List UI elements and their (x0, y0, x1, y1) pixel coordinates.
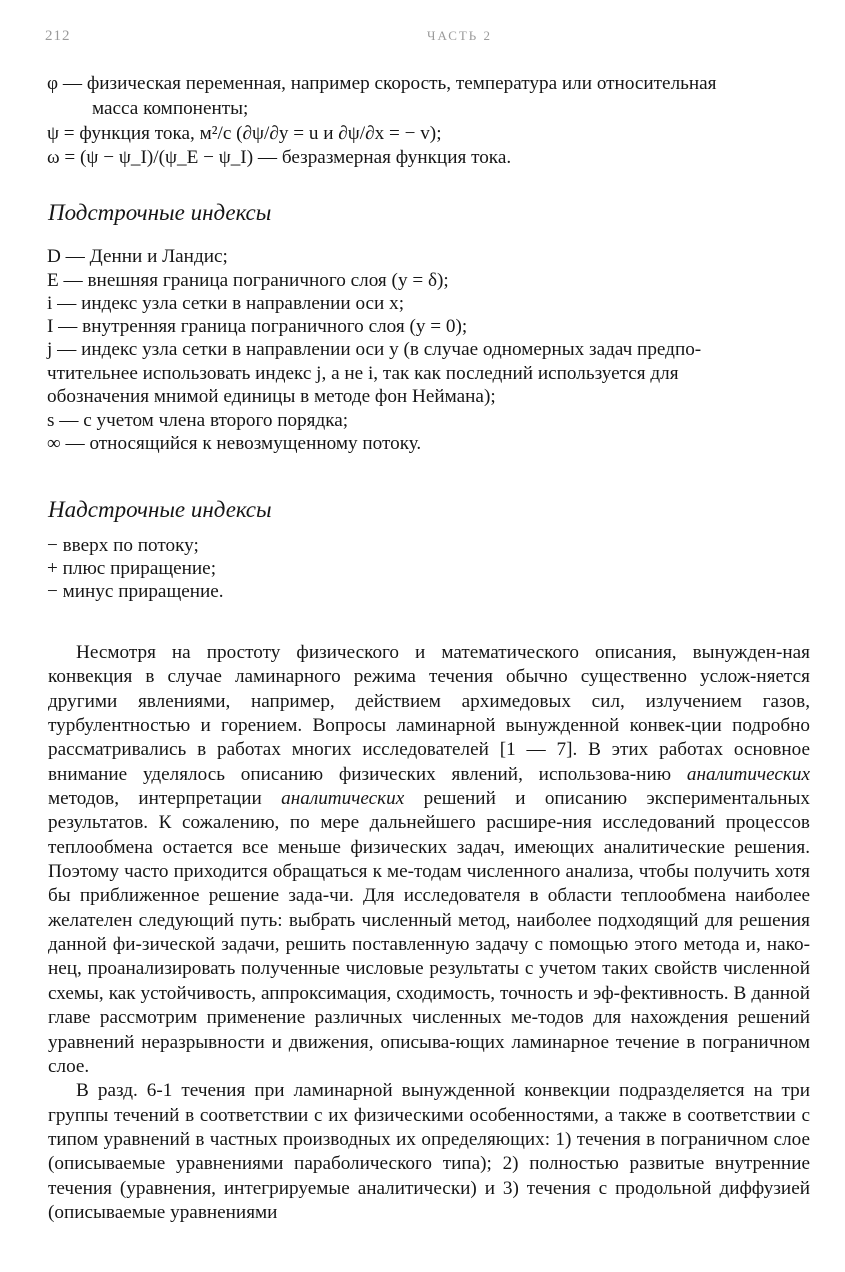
subscript-item: чтительнее использовать индекс j, а не i, так как последний используется для (47, 363, 679, 384)
page-header (45, 28, 805, 50)
superscripts-heading: Надстрочные индексы (48, 497, 272, 522)
subscript-item: E — внешняя граница пограничного слоя (y = δ); (47, 270, 449, 291)
subscript-item: s — с учетом члена второго порядка; (47, 410, 349, 431)
emphasis-text: аналитических (686, 763, 810, 785)
superscript-item: − вверх по потоку; (47, 535, 199, 556)
nomenclature-omega: ω = (ψ − ψ_I)/(ψ_E − ψ_I) — безразмерная функция тока. (47, 147, 512, 168)
page-number: 212 (45, 28, 71, 44)
subscript-item: I — внутренняя граница пограничного слоя (y = 0); (47, 316, 468, 337)
superscript-item: + плюс приращение; (47, 558, 217, 579)
paragraph-text: решений и описанию экспериментальных результатов. К сожалению, по мере дальнейшего расшире-ния исследований процессов теплообмена остается все меньше физических задач, имеющих аналитические решения. Поэтому часто приходится обращаться к ме-тодам численного анализа, чтобы получить хотя бы приближенное решение зада-чи. Для исследователя в области теплообмена наиболее желателен следующий путь: выбрать численный метод, наиболее подходящий для решения данной фи-зической задачи, решить поставленную задачу с помощью этого метода и, нако-нец, проанализировать полученные числовые результаты с учетом таких свойств численной схемы, как устойчивость, аппроксимация, сходимость, точность и эф-фективность. В данной главе рассмотрим применение различных численных ме-тодов для нахождения решений уравнений неразрывности и движения, описыва-ющих ламинарное течение в пограничном слое. (48, 788, 810, 1077)
subscript-item: i — индекс узла сетки в направлении оси x; (47, 293, 405, 314)
nomenclature-phi: φ — физическая переменная, например скорость, температура или относительная (47, 73, 717, 94)
running-head: ЧАСТЬ 2 (427, 28, 493, 43)
subscript-item: обозначения мнимой единицы в методе фон Неймана); (47, 386, 496, 407)
nomenclature-phi-continued: масса компоненты; (92, 98, 249, 119)
paragraph-classification: В разд. 6-1 течения при ламинарной вынужденной конвекции подразделяется на три группы течений в соответствии с их физическими особенностями, а также в соответствии с типом уравнений в частных производных их определяющих: 1) течения в пограничном слое (описываемые уравнениями параболического типа); 2) полностью развитые внутренние течения (уравнения, интегрируемые аналитически) и 3) течения с продольной диффузией (описываемые уравнениями (48, 1080, 810, 1223)
subscript-item: D — Денни и Ландис; (47, 246, 228, 267)
paragraph-intro (48, 641, 810, 1079)
subscripts-heading: Подстрочные индексы (48, 200, 272, 225)
nomenclature-psi: ψ = функция тока, м²/с (∂ψ/∂y = u и ∂ψ/∂x = − v); (47, 123, 442, 144)
body-text (48, 641, 810, 1225)
superscript-item: − минус приращение. (47, 581, 224, 602)
subscript-item: ∞ — относящийся к невозмущенному потоку. (47, 433, 422, 454)
paragraph-text: Несмотря на простоту физического и математического описания, вынужден-ная конвекция в случае ламинарного режима течения обычно существенно услож-няется другими явлениями, например, действием архимедовых сил, излучением газов, турбулентностью и горением. Вопросы ламинарной вынужденной конвек-ции подробно рассматривались в работах многих исследователей [1 — 7]. В этих работах основное внимание уделялось описанию физических явлений, использова-нию (48, 642, 810, 785)
subscript-item: j — индекс узла сетки в направлении оси y (в случае одномерных задач предпо- (47, 339, 702, 360)
paragraph-text: методов, интерпретации (48, 788, 282, 810)
emphasis-text: аналитических (281, 788, 405, 810)
